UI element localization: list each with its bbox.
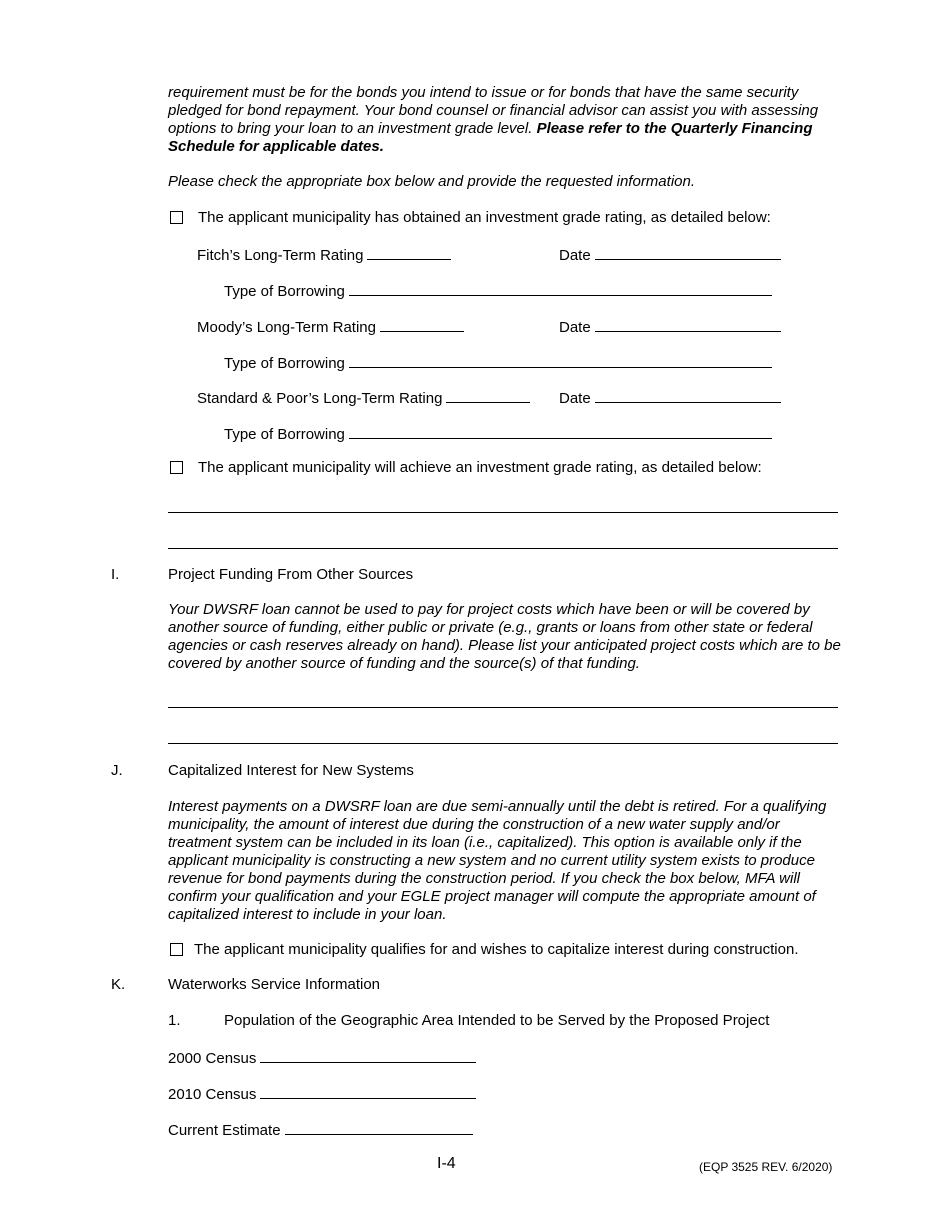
fitch-rating-label: Fitch’s Long-Term Rating — [197, 247, 364, 264]
capitalize-interest-label: The applicant municipality qualifies for and wishes to capitalize interest during construction. — [194, 941, 799, 958]
fitch-type-input[interactable] — [349, 281, 772, 296]
moodys-rating-input[interactable] — [380, 317, 464, 332]
intro-paragraph: requirement must be for the bonds you intend to issue or for bonds that have the same security pledged for bond repayment. Your bond counsel or financial advisor can assist you with assessing options to bring your loan to an investment grade level. Please refer to the Quarterly Financing Schedule for applicable dates. — [168, 84, 819, 155]
fitch-date-input[interactable] — [595, 245, 781, 260]
sp-rating-label: Standard & Poor’s Long-Term Rating — [197, 390, 443, 407]
census-2000-label: 2000 Census — [168, 1050, 257, 1067]
section-k-title: Waterworks Service Information — [168, 976, 381, 993]
current-estimate-label: Current Estimate — [168, 1122, 281, 1139]
section-k-letter: K. — [111, 976, 126, 993]
fitch-rating-input[interactable] — [367, 245, 451, 260]
moodys-rating-label: Moody’s Long-Term Rating — [197, 319, 376, 336]
rating-obtained-label: The applicant municipality has obtained an investment grade rating, as detailed below: — [198, 209, 771, 226]
section-i-letter: I. — [111, 566, 120, 583]
census-2010-label: 2010 Census — [168, 1086, 257, 1103]
moodys-type-label: Type of Borrowing — [224, 355, 345, 372]
rating-achieve-line-1[interactable] — [168, 512, 838, 513]
sp-date-label: Date — [559, 390, 591, 407]
moodys-type-input[interactable] — [349, 353, 772, 368]
fitch-date-field — [559, 245, 781, 265]
section-j-title: Capitalized Interest for New Systems — [168, 762, 414, 779]
section-j-body: Interest payments on a DWSRF loan are due semi-annually until the debt is retired. For a qualifying municipality, the amount of interest due during the construction of a new water supply and/or treatment system can be included in its loan (i.e., capitalized). This option is available only if the applicant municipality is constructing a new system and no current utility system exists to produce revenue for bond payments during the construction period. If you check the box below, MFA will confirm your qualification and your EGLE project manager will compute the appropriate amount of capitalized interest to include in your loan. — [168, 798, 827, 923]
census-2000-input[interactable] — [260, 1048, 476, 1063]
sp-type-label: Type of Borrowing — [224, 426, 345, 443]
form-id: (EQP 3525 REV. 6/2020) — [699, 1160, 833, 1174]
moodys-date-input[interactable] — [595, 317, 781, 332]
moodys-type-field — [224, 353, 772, 373]
moodys-date-label: Date — [559, 319, 591, 336]
current-estimate-field — [168, 1120, 473, 1140]
census-2010-input[interactable] — [260, 1084, 476, 1099]
sp-type-field — [224, 424, 772, 444]
rating-obtained-checkbox[interactable] — [170, 211, 183, 224]
census-2000-field — [168, 1048, 476, 1068]
sp-date-input[interactable] — [595, 388, 781, 403]
page-number: I-4 — [437, 1155, 456, 1172]
intro-bold-note: Please refer to the Quarterly Financing Schedule for applicable dates. — [168, 120, 813, 155]
fitch-date-label: Date — [559, 247, 591, 264]
rating-achieve-checkbox[interactable] — [170, 461, 183, 474]
fitch-type-label: Type of Borrowing — [224, 283, 345, 300]
section-k-item-number: 1. — [168, 1012, 181, 1029]
sp-rating-field — [197, 388, 530, 408]
section-k-item-label: Population of the Geographic Area Intended to be Served by the Proposed Project — [224, 1012, 770, 1029]
fitch-rating-field — [197, 245, 451, 265]
current-estimate-input[interactable] — [285, 1120, 473, 1135]
section-i-line-1[interactable] — [168, 707, 838, 708]
moodys-rating-field — [197, 317, 464, 337]
capitalize-interest-checkbox[interactable] — [170, 943, 183, 956]
moodys-date-field — [559, 317, 781, 337]
section-i-line-2[interactable] — [168, 743, 838, 744]
section-j-letter: J. — [111, 762, 123, 779]
rating-achieve-label: The applicant municipality will achieve an investment grade rating, as detailed below: — [198, 459, 762, 476]
rating-achieve-line-2[interactable] — [168, 548, 838, 549]
sp-date-field — [559, 388, 781, 408]
section-i-body: Your DWSRF loan cannot be used to pay for project costs which have been or will be covered by another source of funding, either public or private (e.g., grants or loans from other state or federal agencies or cash reserves already on hand). Please list your anticipated project costs which are to be covered by another source of funding and the source(s) of that funding. — [168, 601, 841, 672]
sp-type-input[interactable] — [349, 424, 772, 439]
census-2010-field — [168, 1084, 476, 1104]
section-i-title: Project Funding From Other Sources — [168, 566, 414, 583]
sp-rating-input[interactable] — [446, 388, 530, 403]
intro-instruction: Please check the appropriate box below and provide the requested information. — [168, 173, 695, 190]
fitch-type-field — [224, 281, 772, 301]
